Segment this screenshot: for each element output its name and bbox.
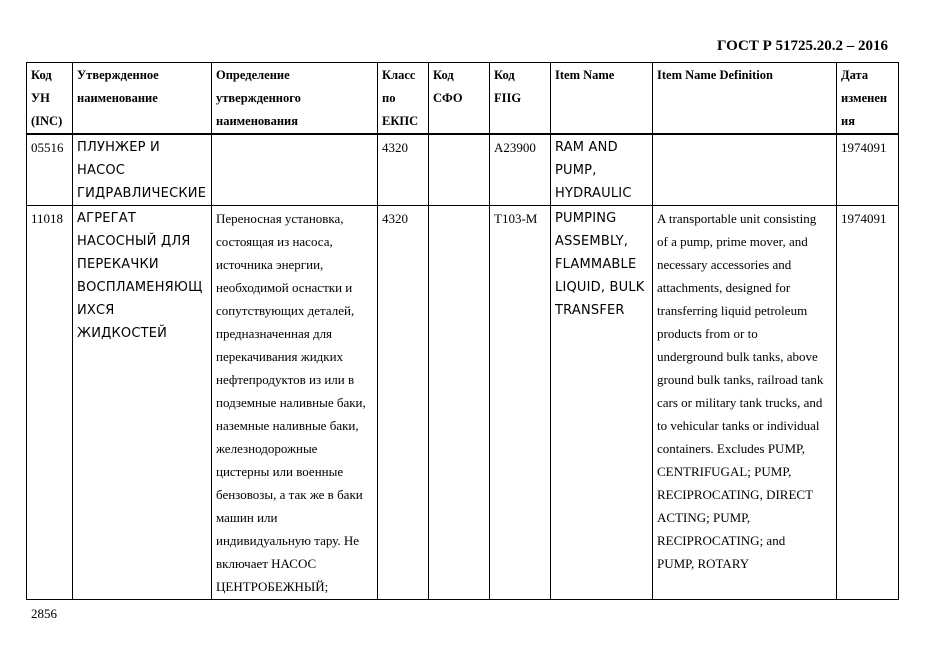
- column-header-approved-name: Утвержденное наименование: [73, 63, 212, 135]
- table-row: [27, 206, 899, 600]
- column-header-class: Класс по ЕКПС: [378, 63, 429, 135]
- column-header-item-name: Item Name: [551, 63, 653, 135]
- document-standard-header: ГОСТ Р 51725.20.2 – 2016: [716, 38, 888, 54]
- cell-sfo: [429, 134, 490, 206]
- cell-item-name-definition: A transportable unit consisting of a pump, prime mover, and necessary accessories and attachments, designed for transferring liquid petroleum products from or to underground bulk tanks, above ground bulk tanks, railroad tank cars or military tank trucks, and to vehicular tanks or individual containers. Excludes PUMP, CENTRIFUGAL; PUMP, RECIPROCATING, DIRECT ACTING; PUMP, RECIPROCATING; and PUMP, ROTARY: [653, 206, 837, 600]
- cell-name-definition: Переносная установка, состоящая из насоса, источника энергии, необходимой оснастки и сопутствующих деталей, предназначенная для перекачивания жидких нефтепродуктов из или в подземные наливные баки, наземные наливные баки, железнодорожные цистерны или военные бензовозы, а так же в баки машин или индивидуальную тару. Не включает НАСОС ЦЕНТРОБЕЖНЫЙ;: [212, 206, 378, 600]
- cell-name-definition: [212, 134, 378, 206]
- cell-approved-name: ПЛУНЖЕР И НАСОС ГИДРАВЛИЧЕСКИЕ: [73, 134, 212, 206]
- cell-fiig: A23900: [490, 134, 551, 206]
- cell-inc: 05516: [27, 134, 73, 206]
- column-header-name-definition: Определение утвержденного наименования: [212, 63, 378, 135]
- cell-item-name-definition: [653, 134, 837, 206]
- column-header-fiig: Код FIIG: [490, 63, 551, 135]
- cell-class: 4320: [378, 206, 429, 600]
- table-row: [27, 134, 899, 206]
- column-header-inc: Код УН (INC): [27, 63, 73, 135]
- cell-change-date: 1974091: [837, 206, 899, 600]
- cell-item-name: PUMPING ASSEMBLY, FLAMMABLE LIQUID, BULK TRANSFER: [551, 206, 653, 600]
- catalog-table: [26, 62, 899, 600]
- cell-fiig: T103-M: [490, 206, 551, 600]
- column-header-change-date: Дата изменен ия: [837, 63, 899, 135]
- table-header-row: [27, 63, 899, 135]
- cell-class: 4320: [378, 134, 429, 206]
- column-header-item-name-definition: Item Name Definition: [653, 63, 837, 135]
- cell-change-date: 1974091: [837, 134, 899, 206]
- column-header-sfo: Код СФО: [429, 63, 490, 135]
- page-number: 2856: [31, 606, 57, 621]
- cell-sfo: [429, 206, 490, 600]
- cell-item-name: RAM AND PUMP, HYDRAULIC: [551, 134, 653, 206]
- cell-inc: 11018: [27, 206, 73, 600]
- cell-approved-name: АГРЕГАТ НАСОСНЫЙ ДЛЯ ПЕРЕКАЧКИ ВОСПЛАМЕНЯЮЩ ИХСЯ ЖИДКОСТЕЙ: [73, 206, 212, 600]
